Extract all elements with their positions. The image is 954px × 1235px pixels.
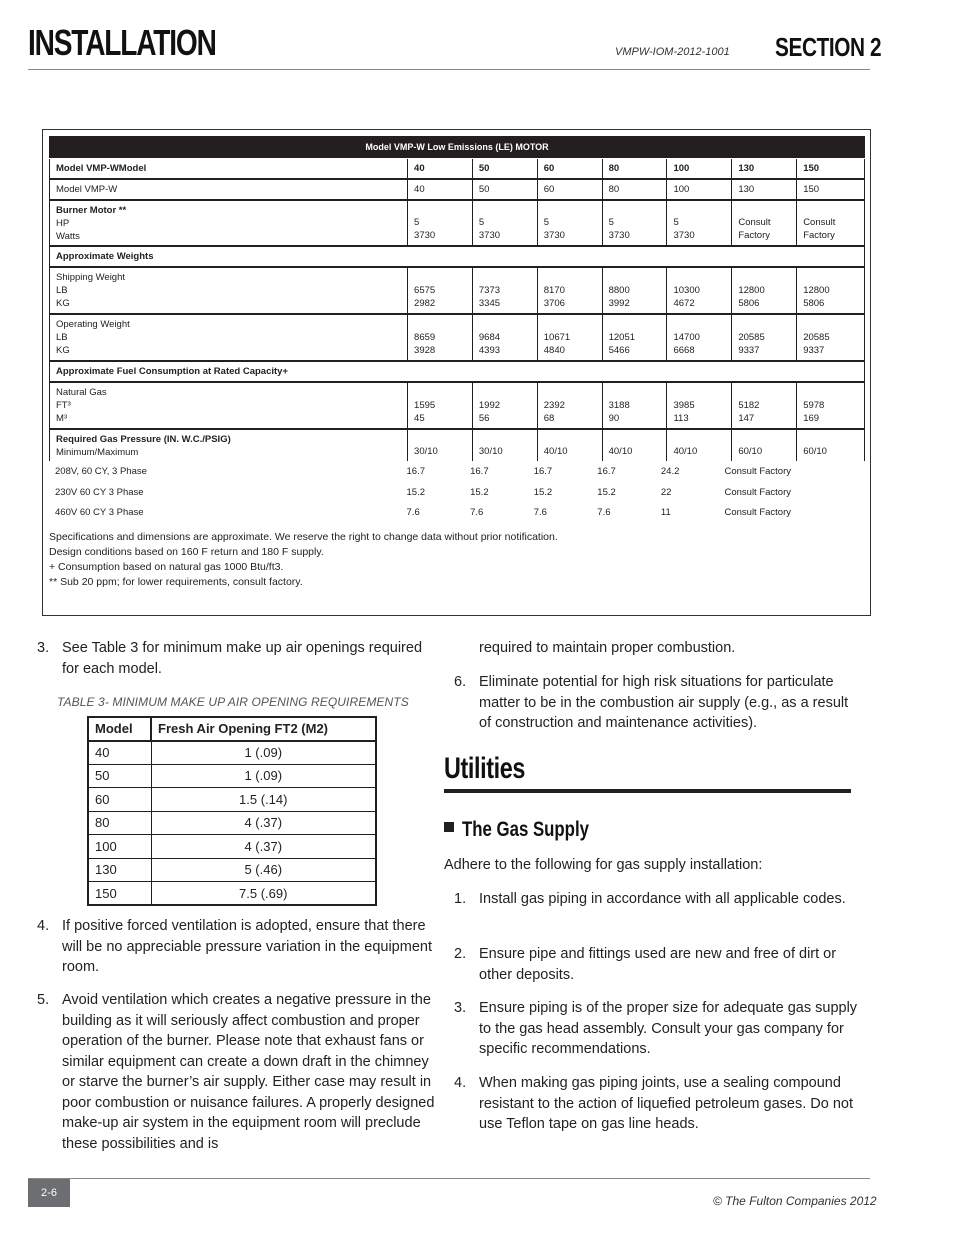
spec-table-box xyxy=(42,129,871,616)
fuel-header-row xyxy=(49,362,865,383)
gas-pressure-cell: 40/10 xyxy=(603,430,668,461)
natural-gas-cell: 5182 147 xyxy=(732,383,797,428)
model-header-label: Model VMP-WModel xyxy=(50,159,408,178)
left-item-3: 3. See Table 3 for minimum make up air openings required for each model. xyxy=(37,640,423,677)
spec-header-row xyxy=(49,159,865,180)
table3 xyxy=(87,716,377,906)
bullet-square-icon xyxy=(444,822,454,832)
gas-item-3: 3. Ensure piping is of the proper size for adequate gas supply to the gas head assembly. Consult your gas company for specific recommendations. xyxy=(454,1000,858,1057)
gas-pressure-cell: 60/10 xyxy=(732,430,797,461)
document-number: VMPW-IOM-2012-1001 xyxy=(615,46,730,58)
burner-motor-cell: 5 3730 xyxy=(603,201,668,245)
burner-motor-cell: 5 3730 xyxy=(408,201,473,245)
burner-motor-cell: 5 3730 xyxy=(667,201,732,245)
note-line: + Consumption based on natural gas 1000 Btu/ft3. xyxy=(49,561,284,573)
gas-item-1: 1. Install gas piping in accordance with all applicable codes. xyxy=(454,891,846,907)
gas-item-2: 2. Ensure pipe and fittings used are new and free of dirt or other deposits. xyxy=(454,946,837,983)
gas-pressure-row xyxy=(49,430,865,461)
model-cell: 130 xyxy=(732,180,797,199)
model-header-cell: 80 xyxy=(603,159,668,178)
gas-pressure-cell: 40/10 xyxy=(538,430,603,461)
gas-item-4: 4. When making gas piping joints, use a sealing compound resistant to the action of liquefied petroleum gases. Do not use Teflon tape on gas line heads. xyxy=(454,1075,853,1132)
model-header-cell: 50 xyxy=(473,159,538,178)
table-row: 130 5 (.46) xyxy=(88,858,376,882)
shipping-weight-cell: 12800 5806 xyxy=(797,268,865,313)
spec-notes xyxy=(49,530,558,590)
footer-divider xyxy=(28,1178,870,1179)
burner-motor-cell: 5 3730 xyxy=(473,201,538,245)
shipping-weight-cell: 8170 3706 xyxy=(538,268,603,313)
model-header-cell: 40 xyxy=(408,159,473,178)
gas-pressure-label: Required Gas Pressure (IN. W.C./PSIG) Minimum/Maximum xyxy=(50,430,408,461)
burner-motor-label: Burner Motor ** HP Watts xyxy=(50,201,408,245)
operating-weight-cell: 12051 5466 xyxy=(603,315,668,360)
natural-gas-cell: 3188 90 xyxy=(603,383,668,428)
operating-weight-cell: 14700 6668 xyxy=(667,315,732,360)
model-header-cell: 130 xyxy=(732,159,797,178)
table-row: 50 1 (.09) xyxy=(88,764,376,788)
note-line: ** Sub 20 ppm; for lower requirements, consult factory. xyxy=(49,576,303,588)
right-item-6: 6. Eliminate potential for high risk situations for particulate matter to be in the combustion air supply (e.g., as a result of construction and maintenance activities). xyxy=(454,674,849,731)
shipping-weight-cell: 7373 3345 xyxy=(473,268,538,313)
shipping-weight-cell: 10300 4672 xyxy=(667,268,732,313)
table-row: 40 1 (.09) xyxy=(88,741,376,765)
burner-motor-cell: Consult Factory xyxy=(732,201,797,245)
operating-weight-row xyxy=(49,315,865,362)
model-header-cell: 150 xyxy=(797,159,865,178)
shipping-weight-cell: 6575 2982 xyxy=(408,268,473,313)
operating-weight-cell: 20585 9337 xyxy=(797,315,865,360)
shipping-weight-label: Shipping Weight LB KG xyxy=(50,268,408,313)
left-item-4: 4. If positive forced ventilation is adopted, ensure that there will be no appreciable pressure variation in the equipment room. xyxy=(37,918,432,975)
model-cell: 80 xyxy=(603,180,668,199)
electrical-row: 230V 60 CY 3 Phase 15.2 15.2 15.2 15.2 22 Consult Factory xyxy=(55,487,792,498)
note-line: Specifications and dimensions are approximate. We reserve the right to change data without prior notification. xyxy=(49,531,558,543)
page-number: 2-6 xyxy=(28,1179,70,1207)
header-divider xyxy=(28,69,870,70)
table-row: 80 4 (.37) xyxy=(88,811,376,835)
weights-header-row xyxy=(49,247,865,268)
burner-motor-row xyxy=(49,201,865,247)
operating-weight-cell: 20585 9337 xyxy=(732,315,797,360)
electrical-row: 208V, 60 CY, 3 Phase 16.7 16.7 16.7 16.7 24.2 Consult Factory xyxy=(55,466,792,477)
model-cell: 60 xyxy=(538,180,603,199)
shipping-weight-row xyxy=(49,268,865,315)
gas-supply-heading: The Gas Supply xyxy=(444,818,621,842)
note-line: Design conditions based on 160 F return and 180 F supply. xyxy=(49,546,324,558)
natural-gas-cell: 1595 45 xyxy=(408,383,473,428)
burner-motor-cell: Consult Factory xyxy=(797,201,865,245)
utilities-rule xyxy=(444,789,851,793)
section-label: SECTION 2 xyxy=(775,32,882,62)
spec-table-banner: Model VMP-W Low Emissions (LE) MOTOR xyxy=(49,136,865,158)
operating-weight-cell: 8659 3928 xyxy=(408,315,473,360)
copyright: © The Fulton Companies 2012 xyxy=(713,1194,877,1208)
burner-motor-cell: 5 3730 xyxy=(538,201,603,245)
model-row xyxy=(49,180,865,201)
natural-gas-cell: 5978 169 xyxy=(797,383,865,428)
operating-weight-cell: 9684 4393 xyxy=(473,315,538,360)
model-cell: 100 xyxy=(667,180,732,199)
continuation-text: required to maintain proper combustion. xyxy=(479,640,736,656)
electrical-row: 460V 60 CY 3 Phase 7.6 7.6 7.6 7.6 11 Consult Factory xyxy=(55,507,792,518)
table-row: 60 1.5 (.14) xyxy=(88,788,376,812)
table3-header-row: Model Fresh Air Opening FT2 (M2) xyxy=(88,717,376,741)
model-cell: 50 xyxy=(473,180,538,199)
model-header-cell: 60 xyxy=(538,159,603,178)
weights-header: Approximate Weights xyxy=(50,247,865,266)
gas-pressure-cell: 40/10 xyxy=(667,430,732,461)
natural-gas-cell: 1992 56 xyxy=(473,383,538,428)
natural-gas-row xyxy=(49,383,865,430)
gas-pressure-cell: 60/10 xyxy=(797,430,865,461)
left-item-5: 5. Avoid ventilation which creates a negative pressure in the building as it will seriously affect combustion and proper operation of the burner. Please note that exhaust fans or similar equipment can create a down draft in the chimney or starve the burner’s air supply. Either case may result in poor combustion or nuisance failures. A properly designed make-up air system in the equipment room will preclude these possibilities and is xyxy=(37,992,435,1152)
fuel-header: Approximate Fuel Consumption at Rated Capacity+ xyxy=(50,362,865,381)
model-row-label: Model VMP-W xyxy=(50,180,408,199)
table-row: 100 4 (.37) xyxy=(88,835,376,859)
shipping-weight-cell: 8800 3992 xyxy=(603,268,668,313)
gas-intro: Adhere to the following for gas supply installation: xyxy=(444,857,763,873)
utilities-heading: Utilities xyxy=(444,752,526,785)
table3-caption: TABLE 3- MINIMUM MAKE UP AIR OPENING REQUIREMENTS xyxy=(57,695,409,709)
natural-gas-cell: 3985 113 xyxy=(667,383,732,428)
operating-weight-label: Operating Weight LB KG xyxy=(50,315,408,360)
natural-gas-label: Natural Gas FT³ M³ xyxy=(50,383,408,428)
spec-table xyxy=(49,159,865,461)
operating-weight-cell: 10671 4840 xyxy=(538,315,603,360)
natural-gas-cell: 2392 68 xyxy=(538,383,603,428)
gas-pressure-cell: 30/10 xyxy=(408,430,473,461)
model-cell: 40 xyxy=(408,180,473,199)
gas-pressure-cell: 30/10 xyxy=(473,430,538,461)
model-header-cell: 100 xyxy=(667,159,732,178)
table-row: 150 7.5 (.69) xyxy=(88,882,376,906)
model-cell: 150 xyxy=(797,180,865,199)
page-title: INSTALLATION xyxy=(28,22,216,63)
shipping-weight-cell: 12800 5806 xyxy=(732,268,797,313)
